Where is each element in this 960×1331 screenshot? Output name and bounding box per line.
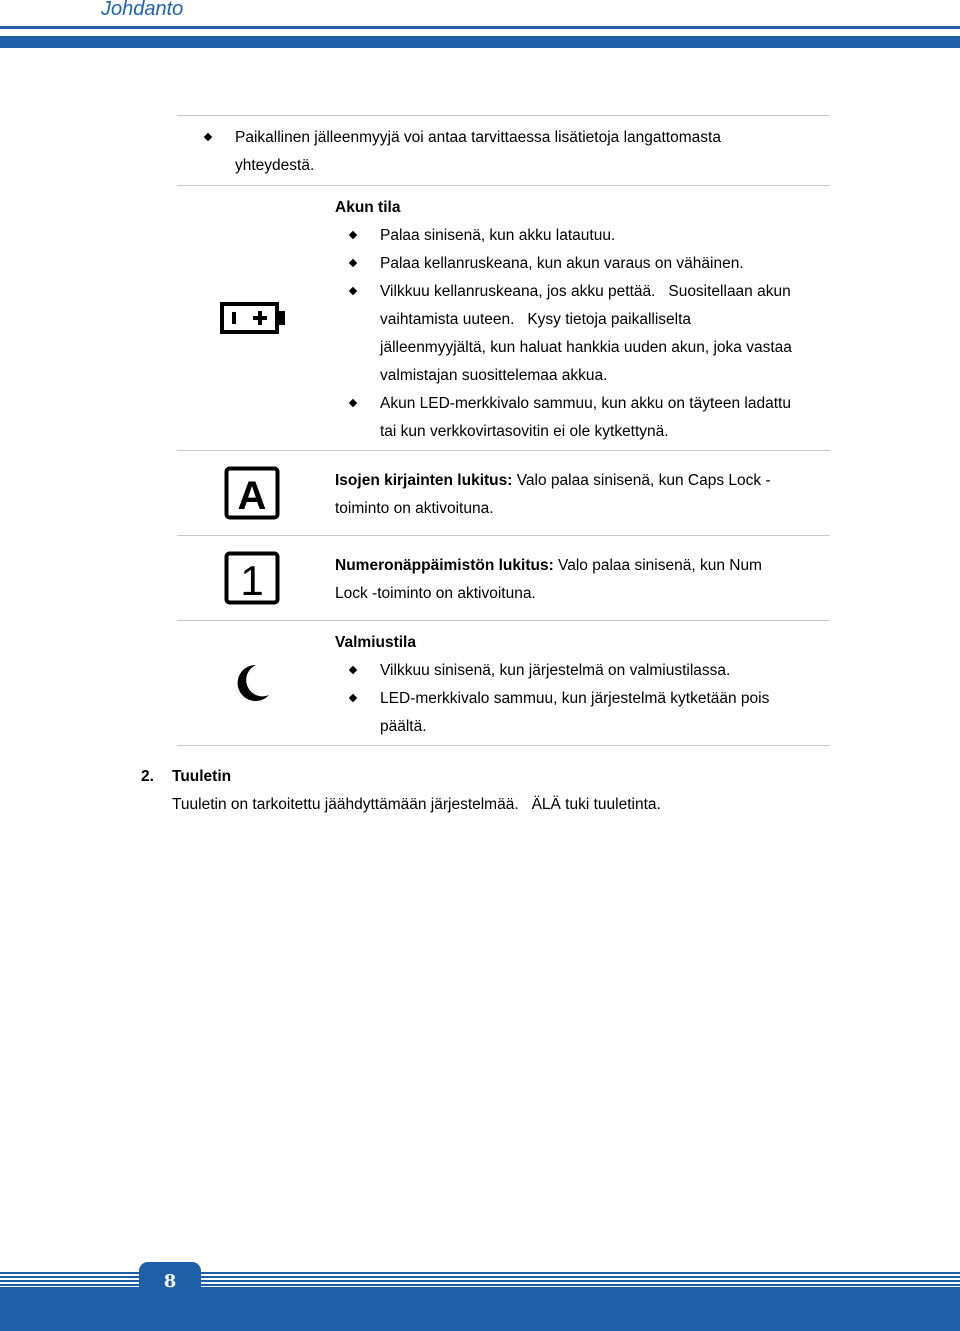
caps-lock-text: Valo palaa sinisenä, kun Caps Lock - [512,472,771,489]
standby-bullet-text: Vilkkuu sinisenä, kun järjestelmä on valmiustilassa. [380,662,731,679]
table-rule [177,620,830,621]
battery-bullet-text: Vilkkuu kellanruskeana, jos akku pettää. Suositellaan akun [380,283,791,300]
num-lock-icon [224,551,280,605]
battery-bullet-text: jälleenmyyjältä, kun haluat hankkia uuden akun, joka vastaa [380,339,792,356]
battery-bullet-text: vaihtamista uuteen. Kysy tietoja paikalliselta [380,311,692,328]
bullet-icon [349,666,357,674]
num-lock-text: Valo palaa sinisenä, kun Num [553,557,762,574]
table-rule [177,450,830,451]
bullet-icon [349,231,357,239]
table-rule [177,535,830,536]
bullet-icon [349,399,357,407]
table-rule-top [177,115,830,116]
num-lock-text: Lock -toiminto on aktivoituna. [335,585,536,602]
num-lock-description [335,552,762,580]
caps-lock-description [335,467,771,495]
battery-bullet-text: valmistajan suosittelemaa akkua. [380,367,608,384]
battery-icon [220,302,286,334]
bullet-icon [204,133,212,141]
num-lock-label: Numeronäppäimistön lukitus: [335,557,554,574]
battery-bullet-text: tai kun verkkovirtasovitin ei ole kytkettynä. [380,423,669,440]
bullet-icon [349,287,357,295]
battery-heading: Akun tila [335,199,401,216]
table-rule [177,185,830,186]
bullet-icon [349,694,357,702]
caps-lock-icon [224,466,280,520]
page-number: 8 [139,1262,201,1304]
standby-heading: Valmiustila [335,634,416,651]
intro-text-line: Paikallinen jälleenmyyjä voi antaa tarvittaessa lisätietoja langattomasta [235,129,721,146]
header-rule-thin [0,26,960,29]
standby-bullet-text: LED-merkkivalo sammuu, kun järjestelmä kytketään pois [380,690,770,707]
header-rule-thick [0,36,960,48]
caps-lock-text: toiminto on aktivoituna. [335,500,494,517]
battery-bullet-text: Akun LED-merkkivalo sammuu, kun akku on täyteen ladattu [380,395,791,412]
caps-lock-icon-letter: A [237,474,267,518]
page-header-title: Johdanto [101,0,184,20]
bullet-icon [349,259,357,267]
battery-bullet-text: Palaa kellanruskeana, kun akun varaus on vähäinen. [380,255,744,272]
moon-icon [232,662,272,704]
num-lock-icon-digit: 1 [240,557,264,604]
section-body: Tuuletin on tarkoitettu jäähdyttämään järjestelmää. ÄLÄ tuki tuuletinta. [172,796,661,813]
caps-lock-label: Isojen kirjainten lukitus: [335,472,513,489]
section-number: 2. [141,768,154,785]
table-rule-bottom [177,745,830,746]
intro-text-line: yhteydestä. [235,157,315,174]
section-title: Tuuletin [172,768,232,785]
standby-bullet-text: päältä. [380,718,427,735]
battery-bullet-text: Palaa sinisenä, kun akku latautuu. [380,227,616,244]
